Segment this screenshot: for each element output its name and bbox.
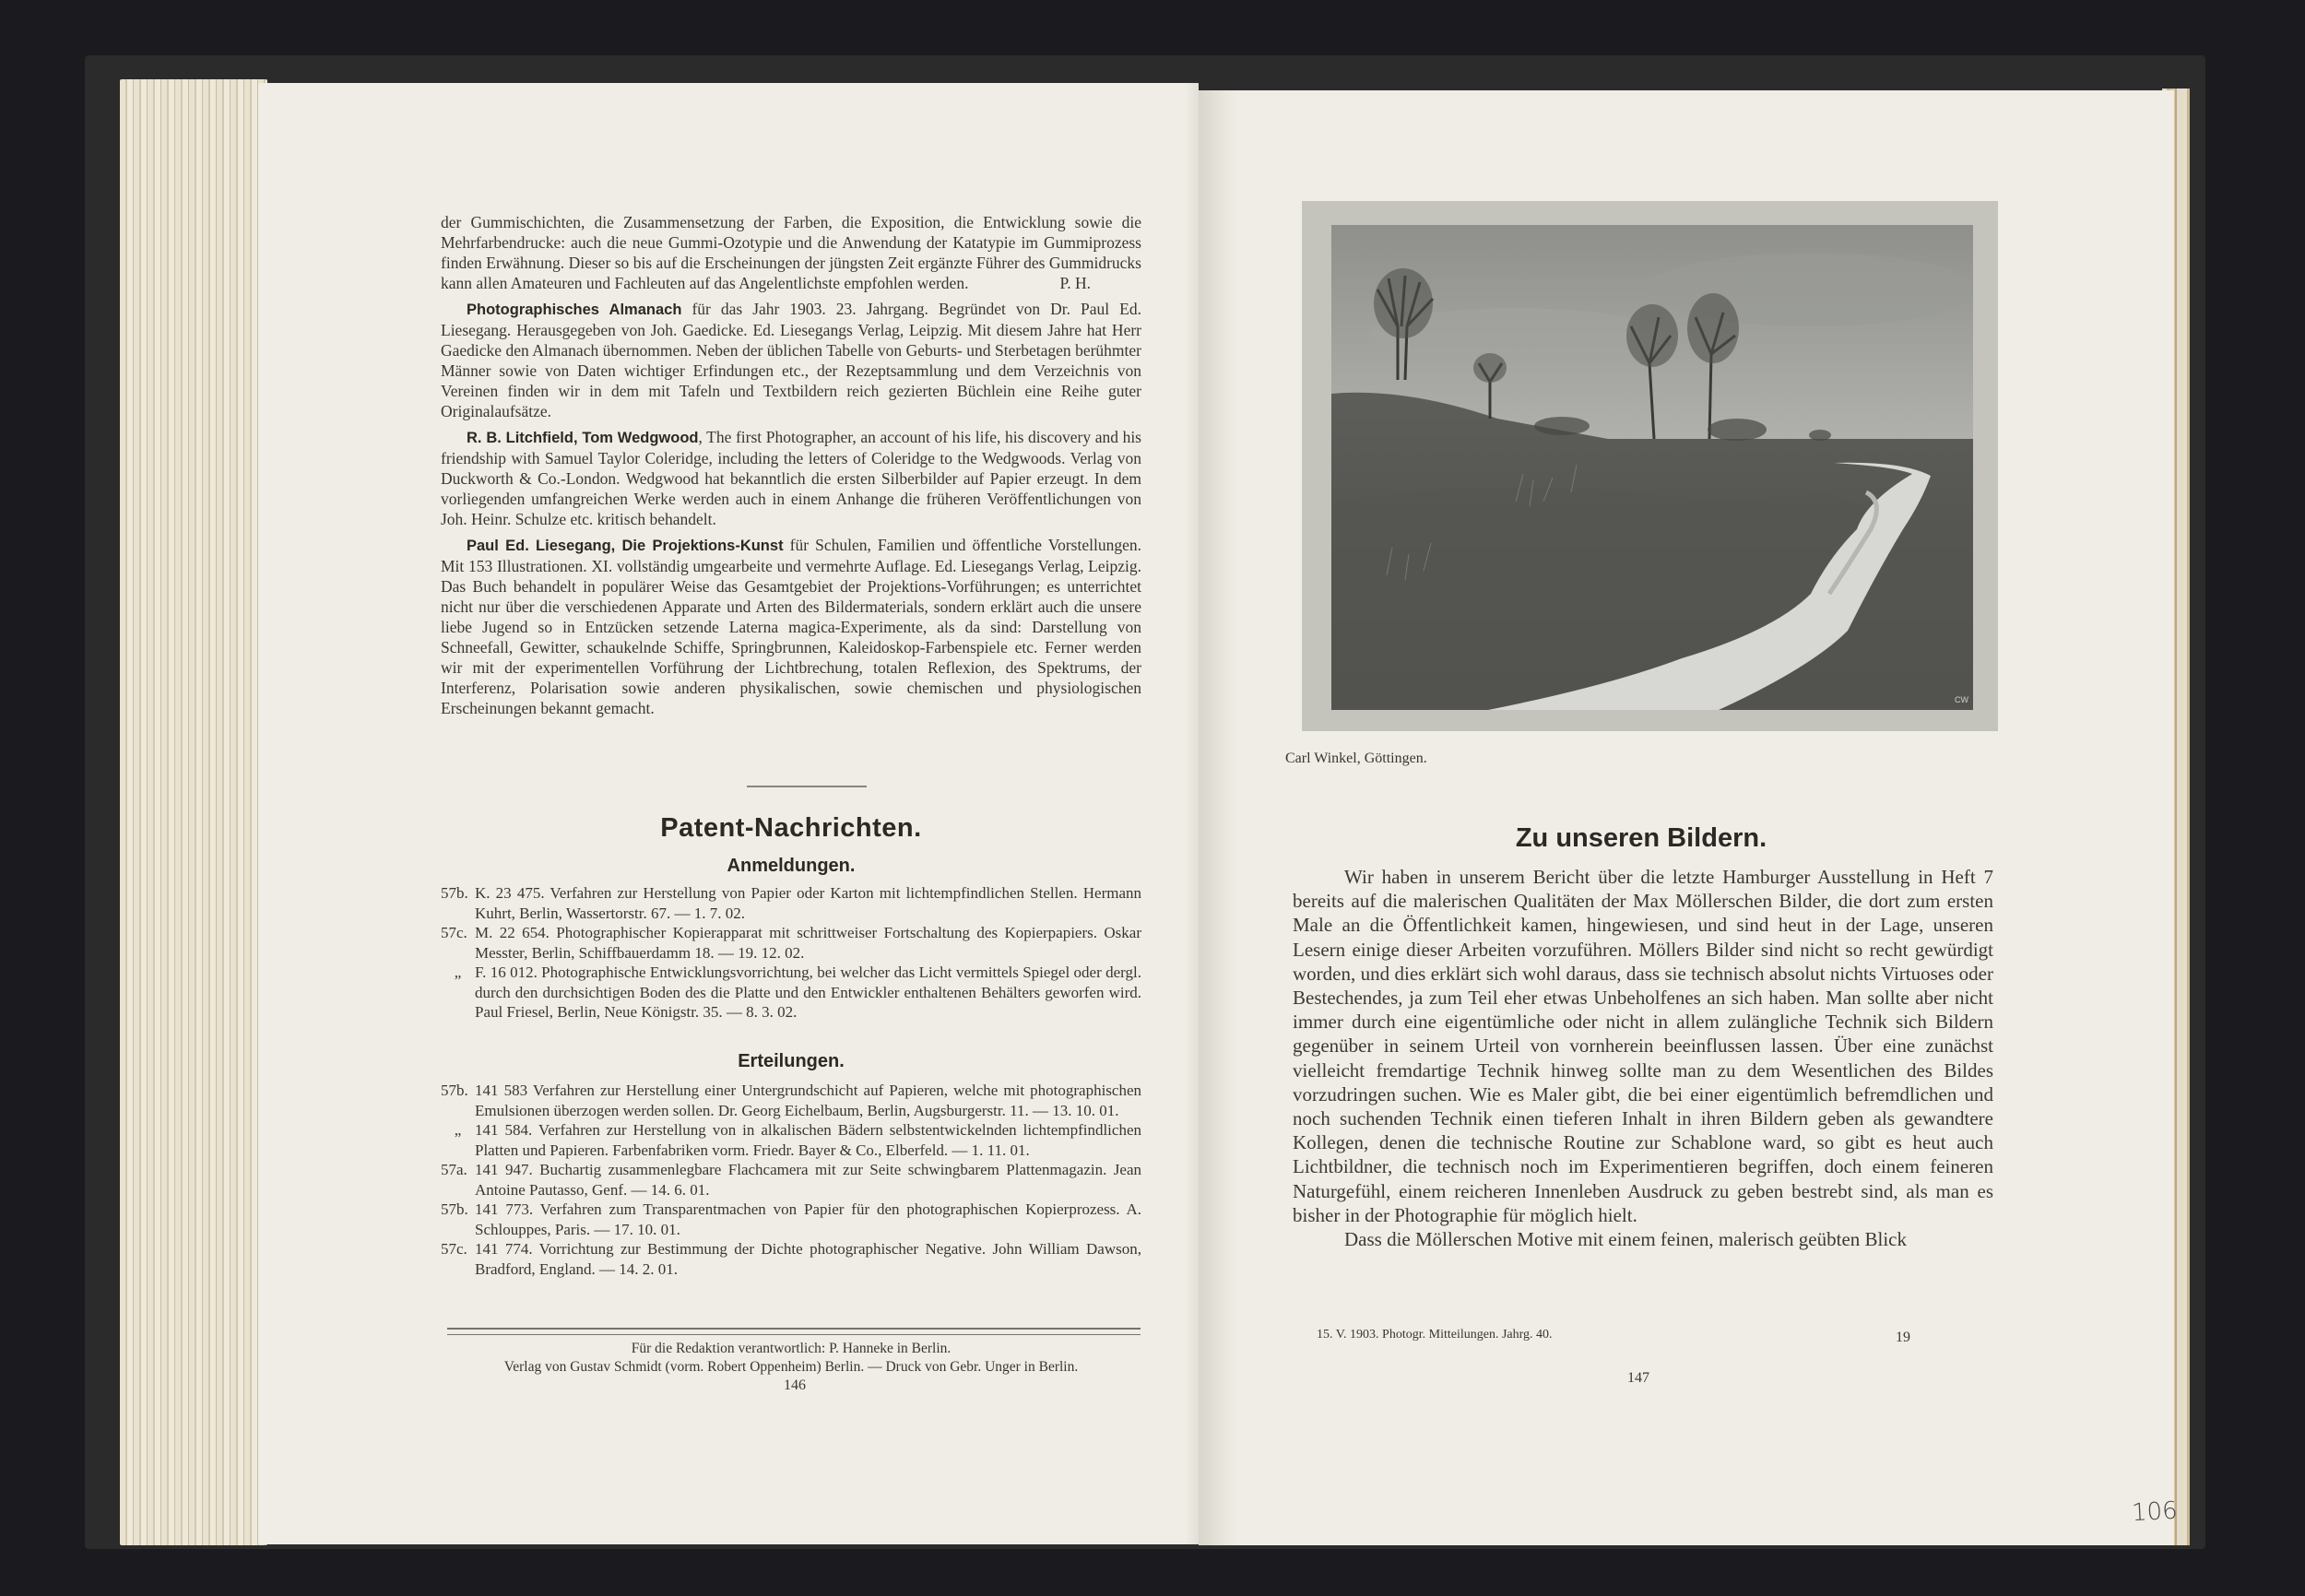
patent-class: 57b. bbox=[441, 1082, 468, 1099]
patent-class: 57b. bbox=[441, 884, 468, 902]
patent-text: F. 16 012. Photographische Entwicklungsvorrichtung, bei welcher das Licht vermittels Spiegel oder dergl. durch den durchsichtigen Boden des die Platte und den Entwickler enthaltenen Behälters geworfen wird. Paul Friesel, Berlin, Neue Königstr. 35. — 8. 3. 02. bbox=[475, 964, 1141, 1021]
anmeldungen-list bbox=[441, 883, 1141, 1023]
patent-entry bbox=[441, 1160, 1141, 1200]
patent-entry bbox=[441, 923, 1141, 963]
article-paragraph: Dass die Möllerschen Motive mit einem feinen, malerisch geübten Blick bbox=[1344, 1228, 1908, 1251]
patent-entry bbox=[441, 1239, 1141, 1279]
book-reviews bbox=[441, 212, 1141, 718]
imprint-editor: Für die Redaktion verantwortlich: P. Hanneke in Berlin. bbox=[631, 1341, 952, 1356]
patent-text: 141 774. Vorrichtung zur Bestimmung der Dichte photographischer Negative. John William Dawson, Bradford, England. — 14. 2. 01. bbox=[475, 1240, 1141, 1278]
review-title: Paul Ed. Liesegang, Die Projektions-Kunst bbox=[467, 538, 784, 554]
patent-entry bbox=[441, 963, 1141, 1023]
patent-entry bbox=[441, 1081, 1141, 1120]
landscape-photograph bbox=[1331, 225, 1973, 710]
page-number-right: 147 bbox=[1627, 1370, 1649, 1386]
erteilungen-heading: Erteilungen. bbox=[738, 1051, 845, 1071]
patent-text: 141 773. Verfahren zum Transparentmachen von Papier für den photographischen Kopierprozess. A. Schlouppes, Paris. — 17. 10. 01. bbox=[475, 1200, 1141, 1238]
anmeldungen-heading: Anmeldungen. bbox=[727, 856, 856, 876]
review-text: für Schulen, Familien und öffentliche Vorstellungen. Mit 153 Illustrationen. XI. vollständig umgearbeite und vermehrte Auflage. Ed. Liesegangs Verlag, Leipzig. Das Buch behandelt in populärer Weise das Gesamtgebiet der Projektions-Vorführungen; es unterrichtet nicht nur über die verschiedenen Apparate und Arten des Bildermaterials, sondern erklärt auch die unsere liebe Jugend so in Entzücken setzende Laterna magica-Experimente, als da sind: Darstellung von Schneefall, Gewitter, schaukelnde Schiffe, Springbrunnen, Kaleidoskop-Farbenspiele etc. Ferner werden wir mit der experimentellen Vorführung der Lichtbrechung, totalen Reflexion, des Spektrums, der Interferenz, Polarisation sowie anderen physikalischen, sowie chemischen und physiologischen Erscheinungen bekannt gemacht. bbox=[441, 536, 1141, 717]
article-heading: Zu unseren Bildern. bbox=[1515, 823, 1767, 853]
section-divider bbox=[747, 786, 867, 787]
patent-text: 141 947. Buchartig zusammenlegbare Flachcamera mit zur Seite schwingbarem Plattenmagazin. Jean Antoine Pautasso, Genf. — 14. 6. 01. bbox=[475, 1161, 1141, 1199]
photo-caption: Carl Winkel, Göttingen. bbox=[1285, 751, 1427, 766]
signature-mark: 19 bbox=[1896, 1330, 1910, 1345]
patent-text: 141 584. Verfahren zur Herstellung von in alkalischen Bädern selbstentwickelnden lichtempfindlichen Platten und Papieren. Farbenfabriken vorm. Friedr. Bayer & Co., Elberfeld. — 1. 11. 01. bbox=[475, 1121, 1141, 1159]
review-signature: P. H. bbox=[1059, 274, 1091, 292]
review-title: Photographisches Almanach bbox=[467, 301, 682, 318]
review-text: für das Jahr 1903. 23. Jahrgang. Begründet von Dr. Paul Ed. Liesegang. Herausgegeben von Joh. Gaedicke. Ed. Liesegangs Verlag, Leipzig. Mit diesem Jahre hat Herr Gaedicke den Almanach übernommen. Neben der üblichen Tabelle von Geburts- und Sterbetagen berühmter Männer sowie von Daten wichtiger Erfindungen etc., der Rezeptsammlung und dem Verzeichnis von Vereinen finden wir in dem mit Tafeln und Textbildern reich gezierten Büchlein eine Reihe guter Originalaufsätze. bbox=[441, 300, 1141, 420]
patent-class: 57a. bbox=[441, 1161, 467, 1178]
review-almanach bbox=[441, 299, 1141, 421]
landscape-image bbox=[1331, 225, 1973, 710]
gutter-shadow bbox=[1199, 90, 1240, 1545]
review-litchfield bbox=[441, 427, 1141, 529]
patent-class: „ bbox=[454, 964, 462, 981]
article-paragraph: Wir haben in unserem Bericht über die letzte Hamburger Ausstellung in Heft 7 bereits auf die malerischen Qualitäten der Max Möllerschen Bilder, die dort zum ersten Male an die Öffentlichkeit kamen, hingewiesen, und sind heut in der Lage, unseren Lesern einige dieser Arbeiten vorzuführen. Möllers Bilder sind nicht so recht gewürdigt worden, und dies erklärt sich wohl daraus, dass sie technisch absolut nichts Virtuoses oder Bestechendes, ja zum Teil eher etwas Unbeholfenes an sich haben. Man sollte aber nicht immer durch eine eigentümliche oder nicht in allem zulängliche Technik sich Bildern gegenüber in seinem Urteil von vornherein beeinflussen lassen. Über eine zunächst vielleicht fremdartige Technik hinweg sollte man zu dem Wesentlichen des Bildes vorzudringen suchen. Wie es Maler gibt, die bei einer eigentümlich befremdlichen und noch suchenden Technik einen tieferen Inhalt in ihren Bildern geben als gewandtere Kollegen, denen die technische Routine zur Schablone ward, so gibt es heut auch Lichtbildner, die technisch noch im Experimentieren begriffen, doch einem feineren Naturgefühl, einem reicheren Innenleben Ausdruck zu geben bestrebt sind, als man es bisher in der Photographie für möglich hielt. bbox=[1293, 866, 1993, 1226]
patent-text: K. 23 475. Verfahren zur Herstellung von Papier oder Karton mit lichtempfindlichen Stellen. Hermann Kuhrt, Berlin, Wassertorstr. 67. — 1. 7. 02. bbox=[475, 884, 1141, 922]
review-text: , The first Photographer, an account of his life, his discovery and his friendship with Samuel Taylor Coleridge, including the letters of Coleridge to the Wedgwoods. Verlag von Duckworth & Co.-London. Wedgwood hat bekanntlich die ersten Silberbilder auf Papier erzeugt. In dem vorliegenden umfangreichen Werke werden auch in einem Anhange die früheren Veröffentlichungen von Joh. Heinr. Schulze etc. kritisch behandelt. bbox=[441, 428, 1141, 528]
issue-footer: 15. V. 1903. Photogr. Mitteilungen. Jahrg. 40. bbox=[1317, 1328, 1553, 1342]
footer-double-rule bbox=[447, 1328, 1141, 1335]
review-projektions-kunst bbox=[441, 535, 1141, 718]
patent-class: „ bbox=[454, 1121, 462, 1139]
patent-class: 57c. bbox=[441, 924, 467, 941]
patent-entry bbox=[441, 883, 1141, 923]
patent-entry bbox=[441, 1120, 1141, 1160]
patent-text: 141 583 Verfahren zur Herstellung einer Untergrundschicht auf Papieren, welche mit photographischen Emulsionen überzogen werden sollen. Dr. Georg Eichelbaum, Berlin, Augsburgerstr. 11. — 13. 10. 01. bbox=[475, 1082, 1141, 1119]
patent-text: M. 22 654. Photographischer Kopierapparat mit schrittweiser Fortschaltung des Kopierpapiers. Oskar Messter, Berlin, Schiffbauerdamm 18. — 19. 12. 02. bbox=[475, 924, 1141, 962]
review-continuation: der Gummischichten, die Zusammensetzung der Farben, die Exposition, die Entwicklung sowie die Mehrfarbendrucke: auch die neue Gummi-Ozotypie und die Anwendung der Katatypie im Gummiprozess finden Erwähnung. Dieser so bis auf die Erscheinungen der jüngsten Zeit ergänzte Führer des Gummidrucks kann allen Amateuren und Fachleuten auf das Angelentlichste empfohlen werden. bbox=[441, 213, 1141, 292]
photo-monogram: CW bbox=[1955, 695, 1968, 704]
article-body bbox=[1293, 865, 1993, 1251]
handwritten-folio-number: 106 bbox=[2131, 1496, 2179, 1528]
left-page-curve bbox=[1185, 83, 1199, 1544]
patent-class: 57c. bbox=[441, 1240, 467, 1258]
patent-entry bbox=[441, 1200, 1141, 1239]
page-stack-left bbox=[120, 79, 267, 1545]
review-title: R. B. Litchfield, Tom Wedgwood bbox=[467, 430, 699, 446]
page-number-left: 146 bbox=[784, 1377, 806, 1393]
patent-heading: Patent-Nachrichten. bbox=[660, 813, 922, 843]
erteilungen-list bbox=[441, 1081, 1141, 1279]
patent-class: 57b. bbox=[441, 1200, 468, 1218]
imprint-publisher: Verlag von Gustav Schmidt (vorm. Robert Oppenheim) Berlin. — Druck von Gebr. Unger in Berlin. bbox=[503, 1359, 1079, 1375]
